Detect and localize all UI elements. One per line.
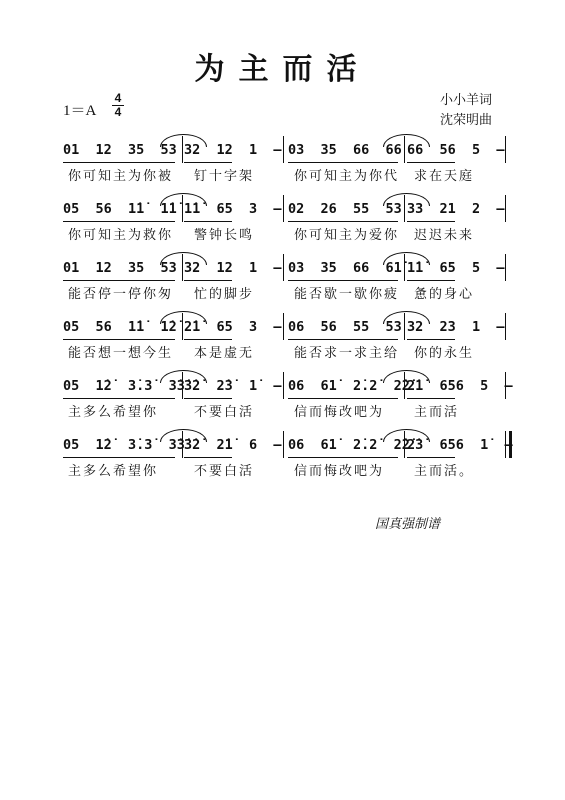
time-signature — [112, 92, 124, 119]
measure: 05 1̇2̇ 3̇.3̇ 3̇3̇ — [63, 378, 185, 394]
eighth-note-beam — [288, 162, 398, 163]
notation-staff — [0, 193, 565, 223]
score-line — [0, 193, 565, 253]
notation-staff — [0, 311, 565, 341]
measure: 01 12 35 53 — [63, 142, 177, 158]
barline — [404, 431, 405, 458]
measure: 32 12 1 – — [184, 142, 282, 158]
score-line — [0, 252, 565, 312]
lyric-phrase: 能否求一求主给 — [294, 346, 400, 361]
eighth-note-beam — [407, 457, 455, 458]
score-line — [0, 370, 565, 430]
composer: 沈荣明曲 — [440, 112, 493, 127]
measure: 32 12 1 – — [184, 260, 282, 276]
slur-arc — [383, 252, 430, 265]
barline — [182, 136, 183, 163]
measure: 2̇3̇ 656 1̇ – — [407, 437, 513, 453]
arranger-credit: 国真强制谱 — [375, 517, 441, 532]
song-title: 为主而活 — [194, 52, 371, 87]
eighth-note-beam — [63, 221, 175, 222]
barline — [404, 136, 405, 163]
lyric-phrase: 你的永生 — [414, 346, 475, 361]
eighth-note-beam — [184, 398, 232, 399]
barline — [182, 195, 183, 222]
eighth-note-beam — [288, 221, 398, 222]
eighth-note-beam — [288, 398, 398, 399]
slur-arc — [383, 370, 430, 383]
lyric-phrase: 信而悔改吧为 — [294, 464, 385, 479]
barline — [283, 431, 284, 458]
lyric-phrase: 不要白活 — [194, 405, 255, 420]
eighth-note-beam — [288, 457, 398, 458]
lyric-phrase: 求在天庭 — [414, 169, 475, 184]
lyric-phrase: 你可知主为爱你 — [294, 228, 400, 243]
slur-arc — [160, 370, 207, 383]
lyric-phrase: 惫的身心 — [414, 287, 475, 302]
slur-arc — [383, 193, 430, 206]
measure: 1̇1̇ 65 3 – — [184, 201, 282, 217]
barline — [283, 372, 284, 399]
measure: 06 61̇ 2̇.2̇ 2̇2̇ — [288, 437, 410, 453]
score-line — [0, 429, 565, 489]
barline — [283, 136, 284, 163]
measure: 03 35 66 61̇ — [288, 260, 402, 276]
eighth-note-beam — [184, 280, 232, 281]
barline — [505, 372, 506, 399]
lyric-phrase: 能否想一想今生 — [68, 346, 174, 361]
slur-arc — [160, 134, 207, 147]
eighth-note-beam — [407, 339, 455, 340]
eighth-note-beam — [63, 339, 175, 340]
lyric-phrase: 主多么希望你 — [68, 464, 159, 479]
measure: 2̇1̇ 656 5 – — [407, 378, 513, 394]
slur-arc — [383, 311, 430, 324]
lyric-phrase: 能否歇一歇你疲 — [294, 287, 400, 302]
slur-arc — [160, 193, 207, 206]
lyric-phrase: 钉十字架 — [194, 169, 255, 184]
eighth-note-beam — [63, 457, 175, 458]
barline — [505, 313, 506, 340]
measure: 33 21 2 – — [407, 201, 505, 217]
measure: 66 56 5 – — [407, 142, 505, 158]
lyric-phrase: 信而悔改吧为 — [294, 405, 385, 420]
lyric-phrase: 主而活。 — [414, 464, 475, 479]
eighth-note-beam — [407, 221, 455, 222]
eighth-note-beam — [288, 339, 398, 340]
lyric-phrase: 能否停一停你匆 — [68, 287, 174, 302]
eighth-note-beam — [184, 162, 232, 163]
lyricist: 小小羊词 — [440, 92, 493, 107]
eighth-note-beam — [184, 221, 232, 222]
key-signature: 1＝A — [63, 103, 97, 119]
eighth-note-beam — [184, 457, 232, 458]
barline — [182, 313, 183, 340]
notation-staff — [0, 429, 565, 459]
measure: 1̇1̇ 65 5 – — [407, 260, 505, 276]
notation-staff — [0, 370, 565, 400]
barline — [283, 254, 284, 281]
slur-arc — [160, 252, 207, 265]
eighth-note-beam — [63, 280, 175, 281]
eighth-note-beam — [63, 398, 175, 399]
lyric-phrase: 不要白活 — [194, 464, 255, 479]
eighth-note-beam — [407, 162, 455, 163]
measure: 32 23 1 – — [407, 319, 505, 335]
barline — [182, 372, 183, 399]
measure: 05 56 1̇1̇ 1̇2̇ — [63, 319, 177, 335]
barline — [404, 313, 405, 340]
lyric-phrase: 你可知主为救你 — [68, 228, 174, 243]
measure: 06 56 55 53 — [288, 319, 402, 335]
barline — [182, 254, 183, 281]
score-line — [0, 134, 565, 194]
slur-arc — [160, 429, 207, 442]
slur-arc — [383, 134, 430, 147]
measure: 2̇1̇ 65 3 – — [184, 319, 282, 335]
measure: 3̇2̇ 2̇1̇ 6 – — [184, 437, 282, 453]
lyric-phrase: 忙的脚步 — [194, 287, 255, 302]
barline — [505, 254, 506, 281]
slur-arc — [383, 429, 430, 442]
lyric-phrase: 警钟长鸣 — [194, 228, 255, 243]
eighth-note-beam — [288, 280, 398, 281]
measure: 3̇2̇ 2̇3̇ 1̇ – — [184, 378, 282, 394]
measure: 05 1̇2̇ 3̇.3̇ 3̇3̇ — [63, 437, 185, 453]
barline — [283, 195, 284, 222]
barline — [182, 431, 183, 458]
barline — [283, 313, 284, 340]
barline — [505, 136, 506, 163]
lyric-phrase: 迟迟未来 — [414, 228, 475, 243]
barline — [404, 254, 405, 281]
barline — [404, 372, 405, 399]
final-barline — [505, 431, 512, 458]
measure: 06 61̇ 2̇.2̇ 2̇2̇ — [288, 378, 410, 394]
lyric-phrase: 主多么希望你 — [68, 405, 159, 420]
time-signature-top: 4 — [114, 91, 122, 105]
score-line — [0, 311, 565, 371]
measure: 05 56 1̇1̇ 1̇1̇ — [63, 201, 177, 217]
barline — [505, 195, 506, 222]
eighth-note-beam — [63, 162, 175, 163]
measure: 01 12 35 53 — [63, 260, 177, 276]
lyric-phrase: 你可知主为你被 — [68, 169, 174, 184]
eighth-note-beam — [407, 398, 455, 399]
lyric-phrase: 主而活 — [414, 405, 460, 420]
time-signature-bottom: 4 — [112, 105, 124, 119]
notation-staff — [0, 134, 565, 164]
eighth-note-beam — [407, 280, 455, 281]
measure: 02 26 55 53 — [288, 201, 402, 217]
lyric-phrase: 本是虚无 — [194, 346, 255, 361]
measure: 03 35 66 66 — [288, 142, 402, 158]
notation-staff — [0, 252, 565, 282]
lyric-phrase: 你可知主为你代 — [294, 169, 400, 184]
credits — [440, 90, 492, 130]
barline — [404, 195, 405, 222]
slur-arc — [160, 311, 207, 324]
eighth-note-beam — [184, 339, 232, 340]
